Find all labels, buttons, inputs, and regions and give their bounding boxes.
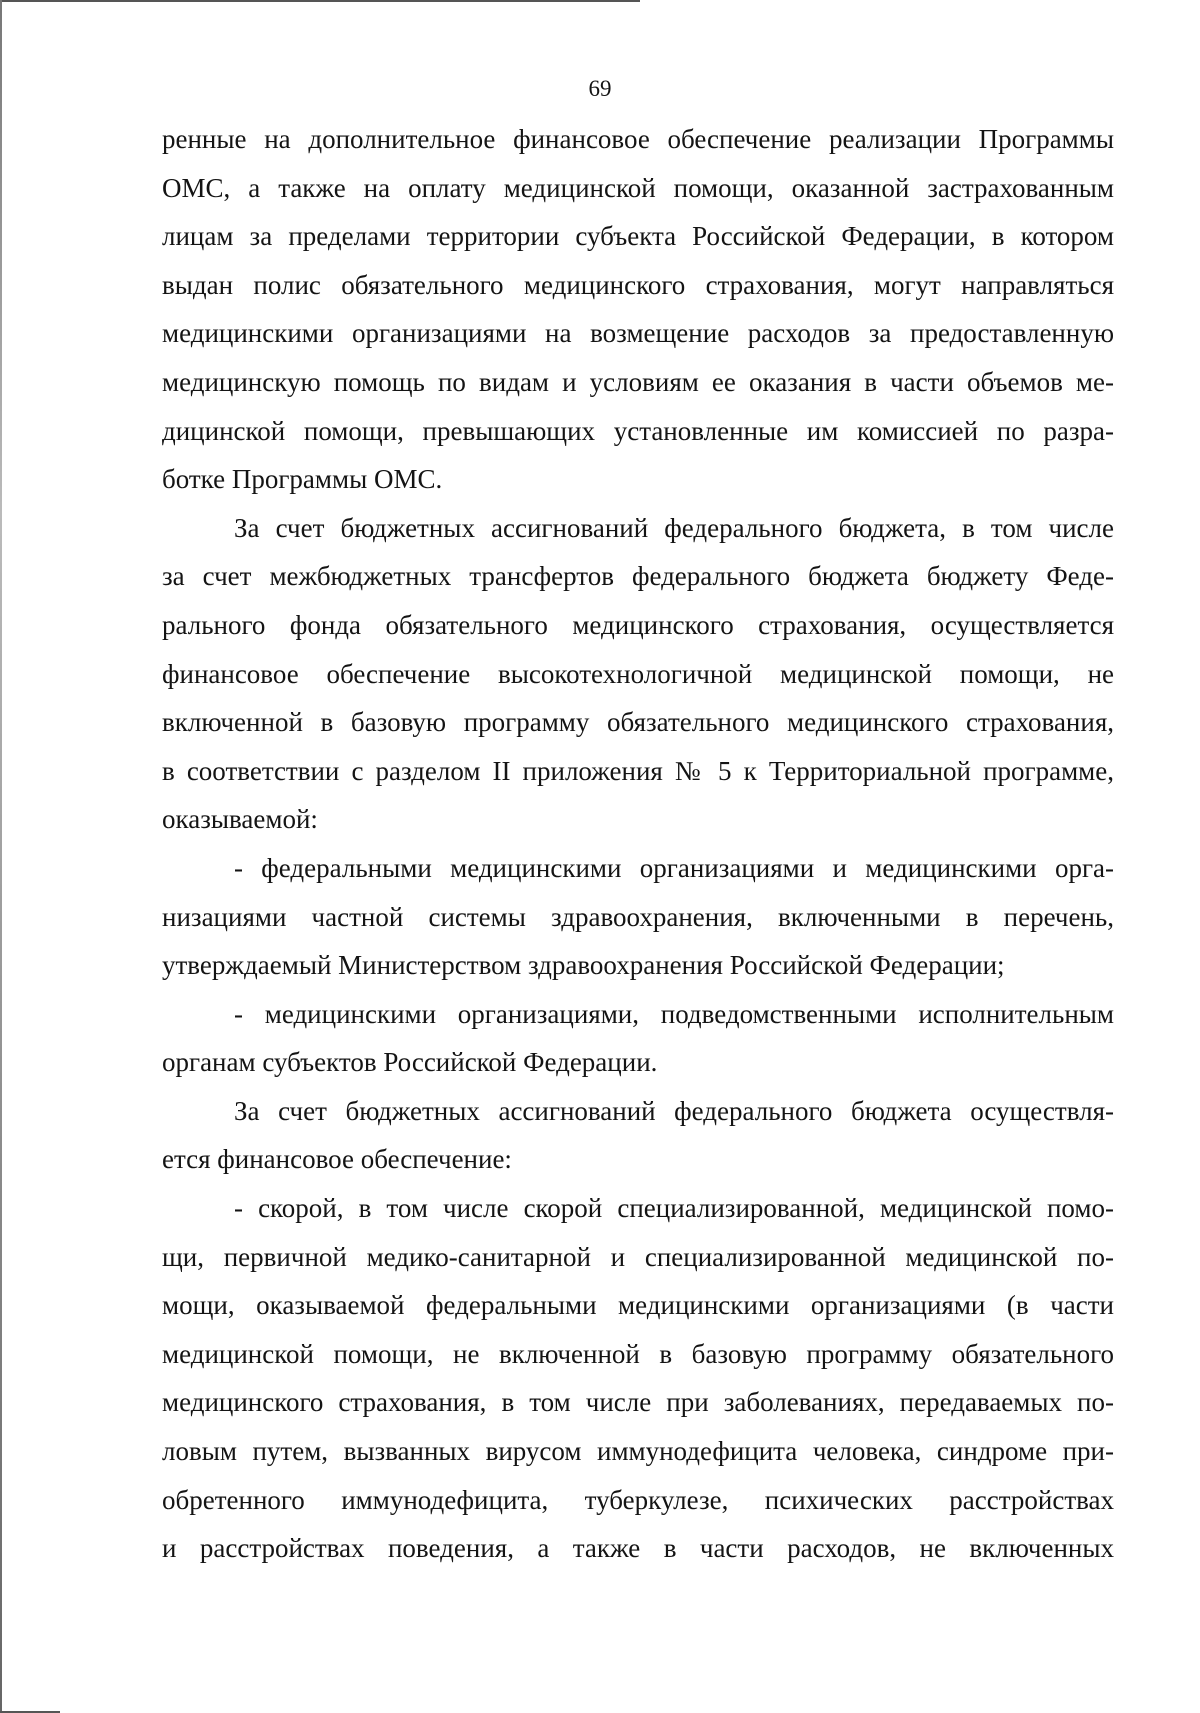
text-line: в соответствии с разделом II приложения № 5 к Территориальной программе, (162, 755, 1114, 786)
paragraph-5 (162, 1087, 1114, 1184)
text-line: рального фонда обязательного медицинского страхования, осуществляется (162, 609, 1114, 640)
text-line: ловым путем, вызванных вирусом иммунодефицита человека, синдроме при- (162, 1436, 1114, 1467)
text-line: мощи, оказываемой федеральными медицинскими организациями (в части (162, 1290, 1114, 1321)
text-line: лицам за пределами территории субъекта Российской Федерации, в котором (162, 221, 1114, 252)
text-line: выдан полис обязательного медицинского страхования, могут направляться (162, 269, 1114, 300)
text-line: низациями частной системы здравоохранения, включенными в перечень, (162, 901, 1114, 932)
text-line: ОМС, а также на оплату медицинской помощи, оказанной застрахованным (162, 172, 1114, 203)
text-line: За счет бюджетных ассигнований федерального бюджета, в том числе (234, 512, 1114, 543)
text-line: за счет межбюджетных трансфертов федерального бюджета бюджету Феде- (162, 561, 1114, 592)
text-line: - федеральными медицинскими организациями и медицинскими орга- (234, 852, 1114, 883)
paragraph-6 (162, 1184, 1114, 1573)
text-line: и расстройствах поведения, а также в части расходов, не включенных (162, 1533, 1114, 1564)
text-line: дицинской помощи, превышающих установленные им комиссией по разра- (162, 415, 1114, 446)
text-line: ботке Программы ОМС. (162, 464, 443, 495)
text-line: утверждаемый Министерством здравоохранения Российской Федерации; (162, 950, 1005, 981)
text-line: обретенного иммунодефицита, туберкулезе, психических расстройствах (162, 1484, 1114, 1515)
scan-left-edge (0, 0, 2, 1713)
text-line: включенной в базовую программу обязательного медицинского страхования, (162, 707, 1114, 738)
text-line: За счет бюджетных ассигнований федерального бюджета осуществля- (234, 1095, 1114, 1126)
text-line: - медицинскими организациями, подведомственными исполнительным (234, 998, 1114, 1029)
paragraph-1 (162, 115, 1114, 504)
text-line: - скорой, в том числе скорой специализированной, медицинской помо- (234, 1193, 1114, 1224)
page-body (162, 115, 1114, 1573)
text-line: оказываемой: (162, 804, 318, 835)
text-line: медицинскую помощь по видам и условиям ее оказания в части объемов ме- (162, 366, 1114, 397)
text-line: медицинской помощи, не включенной в базовую программу обязательного (162, 1338, 1114, 1369)
scan-top-rule (0, 0, 640, 2)
text-line: щи, первичной медико-санитарной и специализированной медицинской по- (162, 1241, 1114, 1272)
paragraph-4 (162, 990, 1114, 1087)
page-number: 69 (588, 76, 612, 101)
paragraph-3 (162, 844, 1114, 990)
text-line: органам субъектов Российской Федерации. (162, 1047, 658, 1078)
text-line: ется финансовое обеспечение: (162, 1144, 512, 1175)
text-line: ренные на дополнительное финансовое обеспечение реализации Программы (162, 124, 1114, 154)
text-line: финансовое обеспечение высокотехнологичной медицинской помощи, не (162, 658, 1114, 689)
text-line: медицинскими организациями на возмещение расходов за предоставленную (162, 318, 1114, 349)
paragraph-2 (162, 504, 1114, 844)
text-line: медицинского страхования, в том числе при заболеваниях, передаваемых по- (162, 1387, 1114, 1418)
